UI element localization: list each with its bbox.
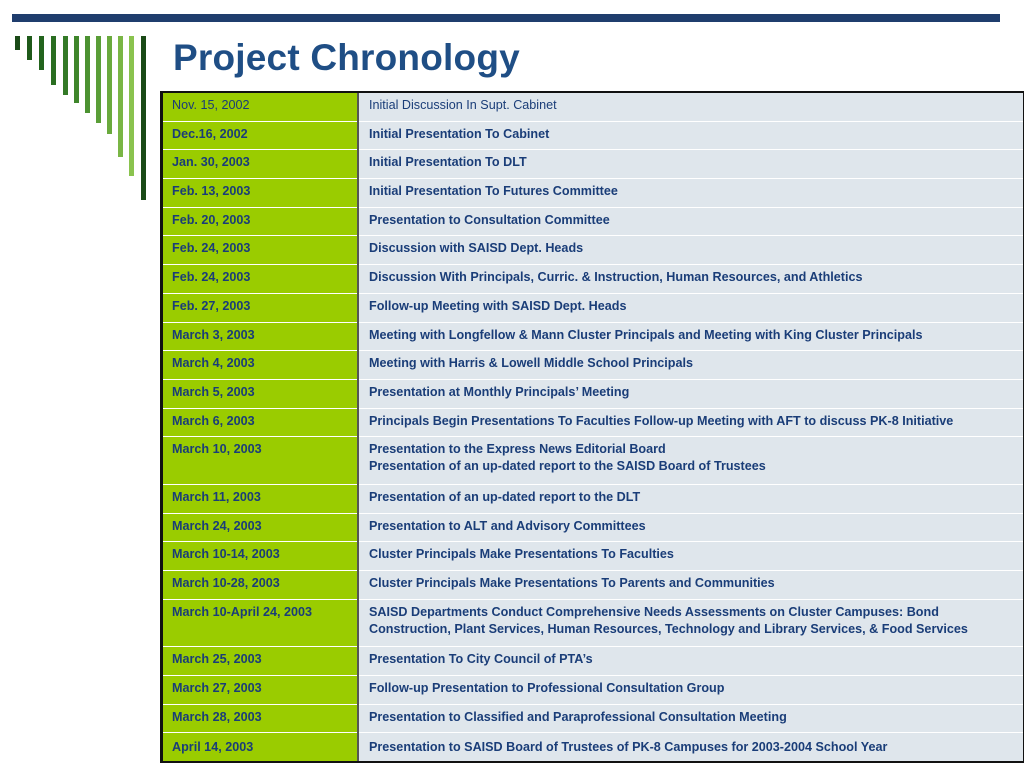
event-line: Discussion With Principals, Curric. & Instruction, Human Resources, and Athletics xyxy=(369,270,863,285)
event-cell xyxy=(358,570,1023,599)
event-cell xyxy=(358,179,1023,208)
top-rule xyxy=(12,14,1000,22)
date-cell: Feb. 24, 2003 xyxy=(163,265,358,294)
date-cell: March 10, 2003 xyxy=(163,437,358,484)
table-row xyxy=(163,322,1023,351)
event-line: Initial Presentation To Cabinet xyxy=(369,126,550,141)
stripe-6 xyxy=(74,36,79,103)
event-line: Presentation to Consultation Committee xyxy=(369,212,610,227)
table-row xyxy=(163,704,1023,733)
date-cell: Feb. 20, 2003 xyxy=(163,207,358,236)
table-row xyxy=(163,351,1023,380)
page-title: Project Chronology xyxy=(173,37,520,78)
stripe-7 xyxy=(85,36,90,113)
stripe-8 xyxy=(96,36,101,123)
stripe-12 xyxy=(141,36,146,200)
date-cell: April 14, 2003 xyxy=(163,733,358,761)
table-row xyxy=(163,207,1023,236)
table-row xyxy=(163,599,1023,646)
date-cell: March 24, 2003 xyxy=(163,513,358,542)
event-cell xyxy=(358,484,1023,513)
event-cell xyxy=(358,437,1023,484)
stripe-11 xyxy=(129,36,134,176)
date-cell: March 10-14, 2003 xyxy=(163,542,358,571)
event-cell xyxy=(358,351,1023,380)
event-line: Follow-up Meeting with SAISD Dept. Heads xyxy=(369,298,627,313)
date-cell: Feb. 24, 2003 xyxy=(163,236,358,265)
event-line: Cluster Principals Make Presentations To Parents and Communities xyxy=(369,575,775,590)
event-line: SAISD Departments Conduct Comprehensive Needs Assessments on Cluster Campuses: Bond Construction, Plant Services, Human Resources, Technology and Library Services, & Food Services xyxy=(369,604,968,636)
event-cell xyxy=(358,207,1023,236)
event-cell xyxy=(358,379,1023,408)
date-cell: Jan. 30, 2003 xyxy=(163,150,358,179)
stripe-10 xyxy=(118,36,123,157)
event-line: Presentation at Monthly Principals’ Meeting xyxy=(369,384,630,399)
event-line: Meeting with Longfellow & Mann Cluster Principals and Meeting with King Cluster Principals xyxy=(369,327,923,342)
table-row xyxy=(163,570,1023,599)
date-cell: Dec.16, 2002 xyxy=(163,121,358,150)
chronology-table xyxy=(160,91,1024,763)
table-row xyxy=(163,379,1023,408)
event-line: Meeting with Harris & Lowell Middle School Principals xyxy=(369,356,693,371)
event-line: Presentation to ALT and Advisory Committees xyxy=(369,518,646,533)
event-line: Initial Discussion In Supt. Cabinet xyxy=(369,98,557,112)
event-cell xyxy=(358,93,1023,121)
event-line: Presentation of an up-dated report to the DLT xyxy=(369,489,641,504)
date-cell: March 4, 2003 xyxy=(163,351,358,380)
event-line: Follow-up Presentation to Professional Consultation Group xyxy=(369,680,725,695)
event-cell xyxy=(358,675,1023,704)
date-cell: March 25, 2003 xyxy=(163,647,358,676)
table-row xyxy=(163,121,1023,150)
date-cell: March 28, 2003 xyxy=(163,704,358,733)
date-cell: March 10-28, 2003 xyxy=(163,570,358,599)
event-cell xyxy=(358,236,1023,265)
table-row xyxy=(163,236,1023,265)
date-cell: March 10-April 24, 2003 xyxy=(163,599,358,646)
event-line: Presentation to the Express News Editorial Board xyxy=(369,442,666,457)
date-cell: March 27, 2003 xyxy=(163,675,358,704)
event-cell xyxy=(358,704,1023,733)
event-line: Presentation to SAISD Board of Trustees of PK-8 Campuses for 2003-2004 School Year xyxy=(369,739,888,754)
event-cell xyxy=(358,150,1023,179)
table-row xyxy=(163,293,1023,322)
table-row xyxy=(163,437,1023,484)
table-row xyxy=(163,265,1023,294)
date-cell: March 5, 2003 xyxy=(163,379,358,408)
event-line: Presentation of an up-dated report to the SAISD Board of Trustees xyxy=(369,459,766,474)
table-row xyxy=(163,513,1023,542)
event-cell xyxy=(358,733,1023,761)
chronology-table-body xyxy=(163,93,1023,761)
event-cell xyxy=(358,647,1023,676)
date-cell: March 11, 2003 xyxy=(163,484,358,513)
table-row xyxy=(163,150,1023,179)
table-row xyxy=(163,484,1023,513)
stripe-4 xyxy=(51,36,56,85)
event-line: Cluster Principals Make Presentations To Faculties xyxy=(369,547,674,562)
stripe-2 xyxy=(27,36,32,60)
table-row xyxy=(163,675,1023,704)
event-cell xyxy=(358,293,1023,322)
event-cell xyxy=(358,542,1023,571)
event-cell xyxy=(358,121,1023,150)
table-row xyxy=(163,733,1023,761)
date-cell: Nov. 15, 2002 xyxy=(163,93,358,121)
event-line: Initial Presentation To DLT xyxy=(369,155,527,170)
event-line: Principals Begin Presentations To Faculties Follow-up Meeting with AFT to discuss PK-8 Initiative xyxy=(369,413,954,428)
table-row xyxy=(163,179,1023,208)
stripe-3 xyxy=(39,36,44,70)
date-cell: March 6, 2003 xyxy=(163,408,358,437)
event-line: Initial Presentation To Futures Committee xyxy=(369,184,618,199)
event-line: Discussion with SAISD Dept. Heads xyxy=(369,241,584,256)
event-cell xyxy=(358,599,1023,646)
event-cell xyxy=(358,408,1023,437)
date-cell: Feb. 27, 2003 xyxy=(163,293,358,322)
table-row xyxy=(163,93,1023,121)
stripe-5 xyxy=(63,36,68,95)
event-line: Presentation to Classified and Paraprofessional Consultation Meeting xyxy=(369,709,787,724)
event-cell xyxy=(358,265,1023,294)
table-row xyxy=(163,408,1023,437)
date-cell: Feb. 13, 2003 xyxy=(163,179,358,208)
stripe-9 xyxy=(107,36,112,134)
decorative-stripes xyxy=(0,0,160,200)
date-cell: March 3, 2003 xyxy=(163,322,358,351)
event-cell xyxy=(358,322,1023,351)
table-row xyxy=(163,647,1023,676)
stripe-1 xyxy=(15,36,20,50)
event-line: Presentation To City Council of PTA’s xyxy=(369,652,593,667)
table-row xyxy=(163,542,1023,571)
event-cell xyxy=(358,513,1023,542)
